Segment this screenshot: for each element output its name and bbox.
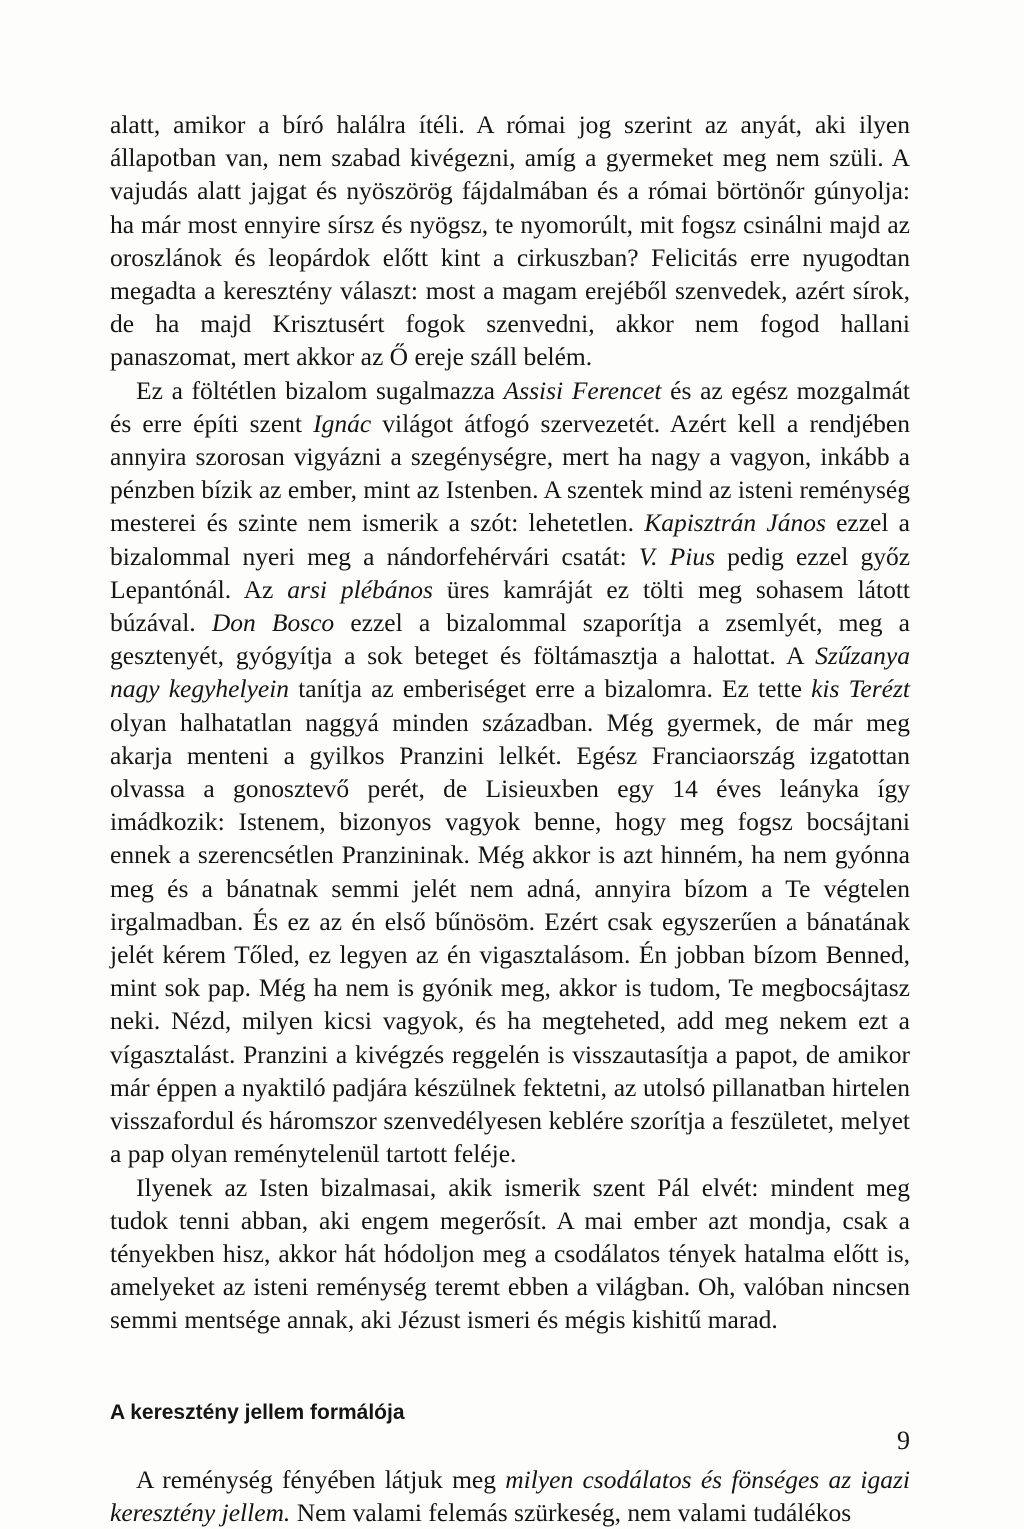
paragraph-1 <box>110 108 910 374</box>
paragraph-4 <box>110 1463 910 1529</box>
text-segment: ezzel a bizalommal szaporítja a zsemlyét, meg a gesztenyét, gyógyítja a sok beteget és föltámasztja a halottat. A <box>110 608 910 671</box>
text-segment: Ilyenek az Isten bizalmasai, akik ismerik szent Pál elvét: mindent meg tudok tenni abban, aki engem megerősít. A mai ember azt mondja, csak a tényekben hisz, akkor hát hódoljon meg a csodálatos tények hatalma előtt is, amelyeket az isteni reménység teremt ebben a világban. Oh, valóban nincsen semmi mentsége annak, aki Jézust ismeri és mégis kishitű marad. <box>110 1172 910 1335</box>
text-segment: olyan halhatatlan naggyá minden században. Még gyermek, de már meg akarja menteni a gyilkos Pranzini lelkét. Egész Franciaország izgatottan olvassa a gonosztevő perét, de Lisieuxben egy 14 éves leányka így imádkozik: Istenem, bizonyos vagyok benne, hogy meg fogsz bocsájtani ennek a szerencsétlen Pranzininak. Még akkor is azt hinném, ha nem gyónna meg és a bánatnak semmi jelét nem adná, annyira bízom a Te végtelen irgalmadban. És ez az én első bűnösöm. Ezért csak egyszerűen a bánatának jelét kérem Tőled, ez legyen az én vigasztalásom. Én jobban bízom Benned, mint sok pap. Még ha nem is gyónik meg, akkor is tudom, Te megbocsájtasz neki. Nézd, milyen kicsi vagyok, és ha megteheted, add meg nekem ezt a vígasztalást. Pranzini a kivégzés reggelén is visszautasítja a papot, de amikor már éppen a nyaktiló padjára készülnek fektetni, az utolsó pillanatban hirtelen visszafordul és háromszor szenvedélyesen keblére szorítja a feszületet, melyet a pap olyan reménytelenül tartott feléje. <box>110 707 910 1169</box>
page-number: 9 <box>897 1426 910 1455</box>
italic-text-segment: Szűzanya nagy kegyhelyein <box>110 641 910 704</box>
text-segment: tanítja az emberiséget erre a bizalomra. Ez tette <box>289 674 812 704</box>
paragraph-2 <box>110 374 910 1171</box>
text-segment: ezzel a bizalommal nyeri meg a nándorfehérvári csatát: <box>110 508 910 571</box>
italic-text-segment: V. Pius <box>638 541 715 571</box>
paragraph-3 <box>110 1171 910 1337</box>
text-segment: üres kamráját ez tölti meg sohasem látott búzával. <box>110 574 910 638</box>
text-segment: világot átfogó szervezetét. Azért kell a rendjében annyira szorosan vigyázni a szegénységre, mert ha nagy a vagyon, inkább a pénzben bízik az ember, mint az Istenben. A szentek mind az isteni reménység mesterei és szinte nem ismerik a szót: lehetetlen. <box>110 408 910 538</box>
section-heading: A keresztény jellem formálója <box>110 1400 405 1424</box>
italic-text-segment: kis Terézt <box>811 674 910 704</box>
italic-text-segment: Don Bosco <box>211 608 335 638</box>
italic-text-segment: arsi plébános <box>287 574 433 604</box>
italic-text-segment: Kapisztrán János <box>644 508 826 538</box>
italic-text-segment: milyen csodálatos és fönséges az igazi keresztény jellem. <box>110 1464 910 1527</box>
italic-text-segment: Assisi Ferencet <box>503 375 662 405</box>
text-segment: és az egész mozgalmát és erre építi szent <box>110 375 910 438</box>
text-segment: alatt, amikor a bíró halálra ítéli. A római jog szerint az anyát, aki ilyen állapotban van, nem szabad kivégezni, amíg a gyermeket meg nem szüli. A vajudás alatt jajgat és nyöszörög fájdalmában és a római börtönőr gúnyolja: ha már most ennyire sírsz és nyögsz, te nyomorúlt, mit fogsz csinálni majd az oroszlánok és leopárdok előtt kint a cirkuszban? Felicitás erre nyugodtan megadta a keresztény választ: most a magam erejéből szenvedek, azért sírok, de ha majd Krisztusért fogok szenvedni, akkor nem fogod hallani panaszomat, mert akkor az Ő ereje száll belém. <box>110 110 910 372</box>
text-segment: Nem valami felemás szürkeség, nem valami tudálékos <box>290 1497 852 1527</box>
page-body <box>110 108 910 1529</box>
italic-text-segment: Ignác <box>313 408 372 438</box>
text-segment: pedig ezzel győz Lepantónál. Az <box>110 541 911 604</box>
text-segment: A reménység fényében látjuk meg <box>136 1464 506 1494</box>
text-segment: Ez a föltétlen bizalom sugalmazza <box>136 375 504 405</box>
